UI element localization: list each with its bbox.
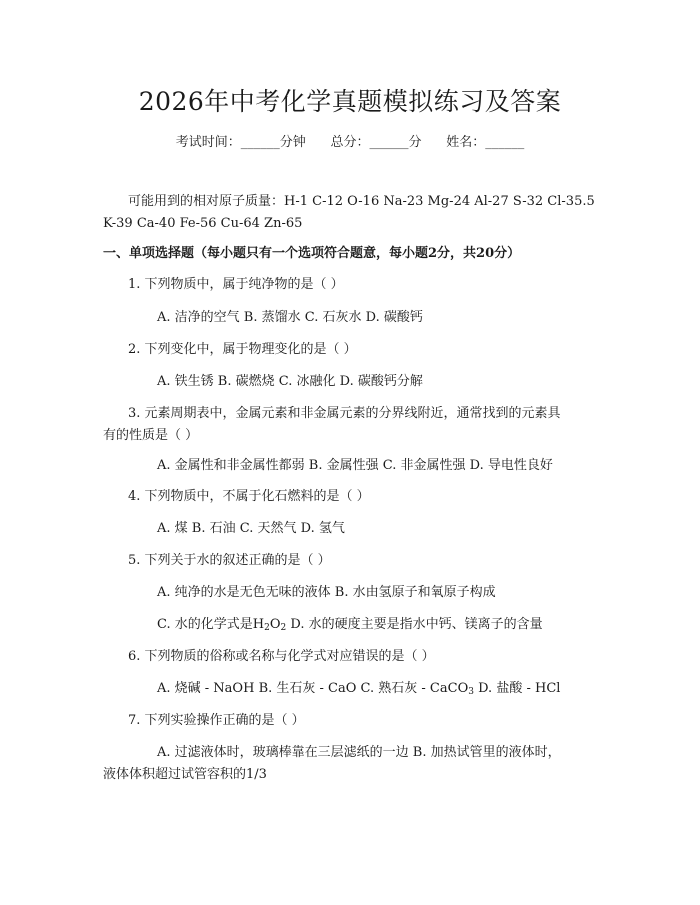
q6-opt-text-b: D. 盐酸 - HCl — [473, 681, 561, 696]
question-6-options — [157, 678, 560, 700]
q5-opt-text-a: C. 水的化学式是H — [157, 617, 265, 632]
question-3-stem — [103, 403, 603, 447]
q5-opt-text-b: O — [269, 617, 281, 632]
question-6-stem: 6. 下列物质的俗称或名称与化学式对应错误的是（ ） — [128, 649, 435, 664]
atomic-mass-line-1: 可能用到的相对原子质量：H-1 C-12 O-16 Na-23 Mg-24 Al-27 S-32 Cl-35.5 — [128, 194, 595, 209]
question-5-stem: 5. 下列关于水的叙述正确的是（ ） — [128, 553, 331, 568]
q6-opt-text-a: A. 烧碱 - NaOH B. 生石灰 - CaO C. 熟石灰 - CaCO — [157, 681, 469, 696]
question-2-stem: 2. 下列变化中，属于物理变化的是（ ） — [128, 342, 357, 357]
q6-subscript: 3 — [468, 687, 474, 697]
question-2-options: A. 铁生锈 B. 碳燃烧 C. 冰融化 D. 碳酸钙分解 — [157, 374, 423, 389]
question-4-options: A. 煤 B. 石油 C. 天然气 D. 氢气 — [157, 521, 345, 536]
atomic-mass-line-2: K-39 Ca-40 Fe-56 Cu-64 Zn-65 — [103, 216, 303, 231]
question-7-stem: 7. 下列实验操作正确的是（ ） — [128, 713, 305, 728]
page-title: 2026年中考化学真题模拟练习及答案 — [138, 87, 562, 116]
question-7-options — [103, 742, 603, 786]
question-5-options-line-1: A. 纯净的水是无色无味的液体 B. 水由氢原子和氧原子构成 — [157, 585, 496, 600]
question-5-options-line-2 — [157, 614, 543, 636]
q5-opt-text-c: D. 水的硬度主要是指水中钙、镁离子的含量 — [286, 617, 543, 632]
question-7-options-line-1: A. 过滤液体时，玻璃棒靠在三层滤纸的一边 B. 加热试管里的液体时， — [157, 745, 561, 760]
exam-info-line: 考试时间：______分钟 总分：______分 姓名：______ — [175, 135, 525, 150]
question-7-options-line-2: 液体体积超过试管容积的1/3 — [103, 767, 267, 782]
question-3-stem-line-2: 有的性质是（ ） — [103, 428, 199, 443]
question-1-stem: 1. 下列物质中，属于纯净物的是（ ） — [128, 277, 344, 292]
q5-subscript-2: 2 — [280, 623, 287, 633]
question-4-stem: 4. 下列物质中，不属于化石燃料的是（ ） — [128, 489, 370, 504]
question-3-stem-line-1: 3. 元素周期表中，金属元素和非金属元素的分界线附近，通常找到的元素具 — [128, 406, 561, 421]
atomic-mass-note — [103, 191, 603, 235]
question-3-options: A. 金属性和非金属性都弱 B. 金属性强 C. 非金属性强 D. 导电性良好 — [157, 458, 553, 473]
section-heading: 一、单项选择题（每小题只有一个选项符合题意，每小题2分，共20分） — [103, 246, 521, 261]
q5-subscript-1: 2 — [264, 623, 270, 633]
question-1-options: A. 洁净的空气 B. 蒸馏水 C. 石灰水 D. 碳酸钙 — [157, 310, 423, 325]
